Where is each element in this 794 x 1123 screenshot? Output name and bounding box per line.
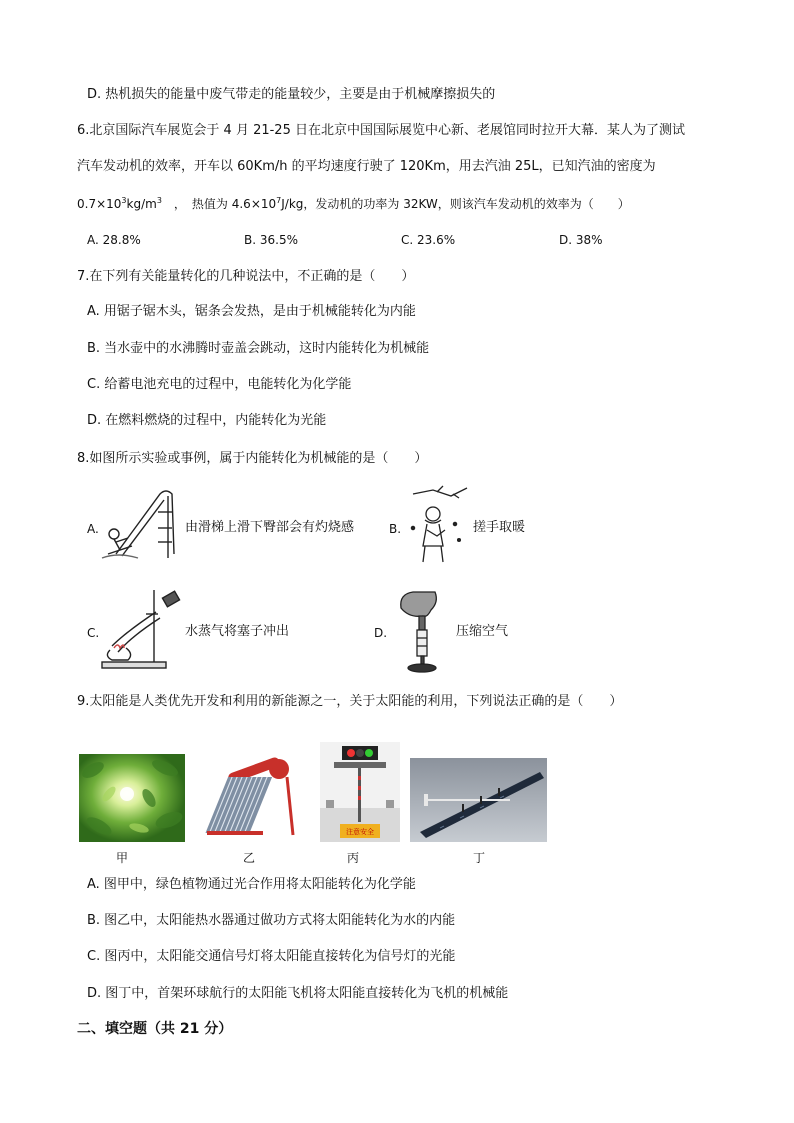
q6-stem-line2: 汽车发动机的效率，开车以 60Km/h 的平均速度行驶了 120Km，用去汽油 25L，已知汽油的密度为 xyxy=(77,159,656,174)
q8-option-a-text: 由滑梯上滑下臀部会有灼烧感 xyxy=(185,520,355,535)
q7-stem: 7.在下列有关能量转化的几种说法中，不正确的是（ ） xyxy=(77,269,415,284)
traffic-sign-text: 注意安全 xyxy=(346,828,374,836)
q6-option-b: B. 36.5% xyxy=(244,233,298,247)
caption-jia: 甲 xyxy=(116,851,129,865)
q8-option-b-text: 搓手取暖 xyxy=(473,520,526,535)
rubbing-hands-illustration xyxy=(403,484,471,566)
q7-option-d: D. 在燃料燃烧的过程中，内能转化为光能 xyxy=(87,413,327,428)
q8-option-c-text: 水蒸气将塞子冲出 xyxy=(185,624,290,639)
q6-stem-line3: $0.7\times 10^3kg/m^3$ ， 热值为 $4.6\times 10^7J/kg$，发动机的功率为 32KW，则该汽车发动机的效率为（ ） xyxy=(77,196,630,211)
q6-option-c: C. 23.6% xyxy=(401,233,456,247)
q9-option-c: C. 图丙中，太阳能交通信号灯将太阳能直接转化为信号灯的光能 xyxy=(87,949,456,964)
q6-stem-line1: 6.北京国际汽车展览会于 4 月 21-25 日在北京中国国际展览中心新、老展馆同时拉开大幕．某人为了测试 xyxy=(77,123,685,138)
q8-option-a-letter: A. xyxy=(87,522,99,536)
photosynthesis-leaves-photo xyxy=(79,754,185,842)
q7-option-a: A. 用锯子锯木头，锯条会发热，是由于机械能转化为内能 xyxy=(87,304,416,319)
q9-option-b: B. 图乙中，太阳能热水器通过做功方式将太阳能转化为水的内能 xyxy=(87,913,456,928)
q8-option-b-letter: B. xyxy=(389,522,402,536)
steam-stopper-illustration xyxy=(98,584,184,672)
q6-option-a: A. 28.8% xyxy=(87,233,141,247)
solar-water-heater-photo xyxy=(203,755,299,841)
caption-ding: 丁 xyxy=(473,851,486,865)
q8-option-d-letter: D. xyxy=(374,626,388,640)
section-heading: 二、填空题（共 21 分） xyxy=(77,1021,233,1037)
air-compression-illustration xyxy=(395,588,449,674)
q8-stem: 8.如图所示实验或事例，属于内能转化为机械能的是（ ） xyxy=(77,451,428,466)
q6-option-d: D. 38% xyxy=(559,233,603,247)
solar-airplane-photo xyxy=(410,758,547,842)
caption-bing: 丙 xyxy=(347,851,360,865)
q9-option-a: A. 图甲中，绿色植物通过光合作用将太阳能转化为化学能 xyxy=(87,877,416,892)
q5-option-d: D. 热机损失的能量中废气带走的能量较少，主要是由于机械摩擦损失的 xyxy=(87,87,496,102)
q7-option-b: B. 当水壶中的水沸腾时壶盖会跳动，这时内能转化为机械能 xyxy=(87,341,430,356)
q8-option-d-text: 压缩空气 xyxy=(456,624,509,639)
q9-option-d: D. 图丁中，首架环球航行的太阳能飞机将太阳能直接转化为飞机的机械能 xyxy=(87,986,509,1001)
caption-yi: 乙 xyxy=(243,851,256,865)
slide-illustration xyxy=(98,484,180,564)
q7-option-c: C. 给蓄电池充电的过程中，电能转化为化学能 xyxy=(87,377,352,392)
q8-option-c-letter: C. xyxy=(87,626,100,640)
q9-stem: 9.太阳能是人类优先开发和利用的新能源之一，关于太阳能的利用，下列说法正确的是（ ） xyxy=(77,694,623,709)
solar-traffic-light-photo xyxy=(320,742,400,842)
